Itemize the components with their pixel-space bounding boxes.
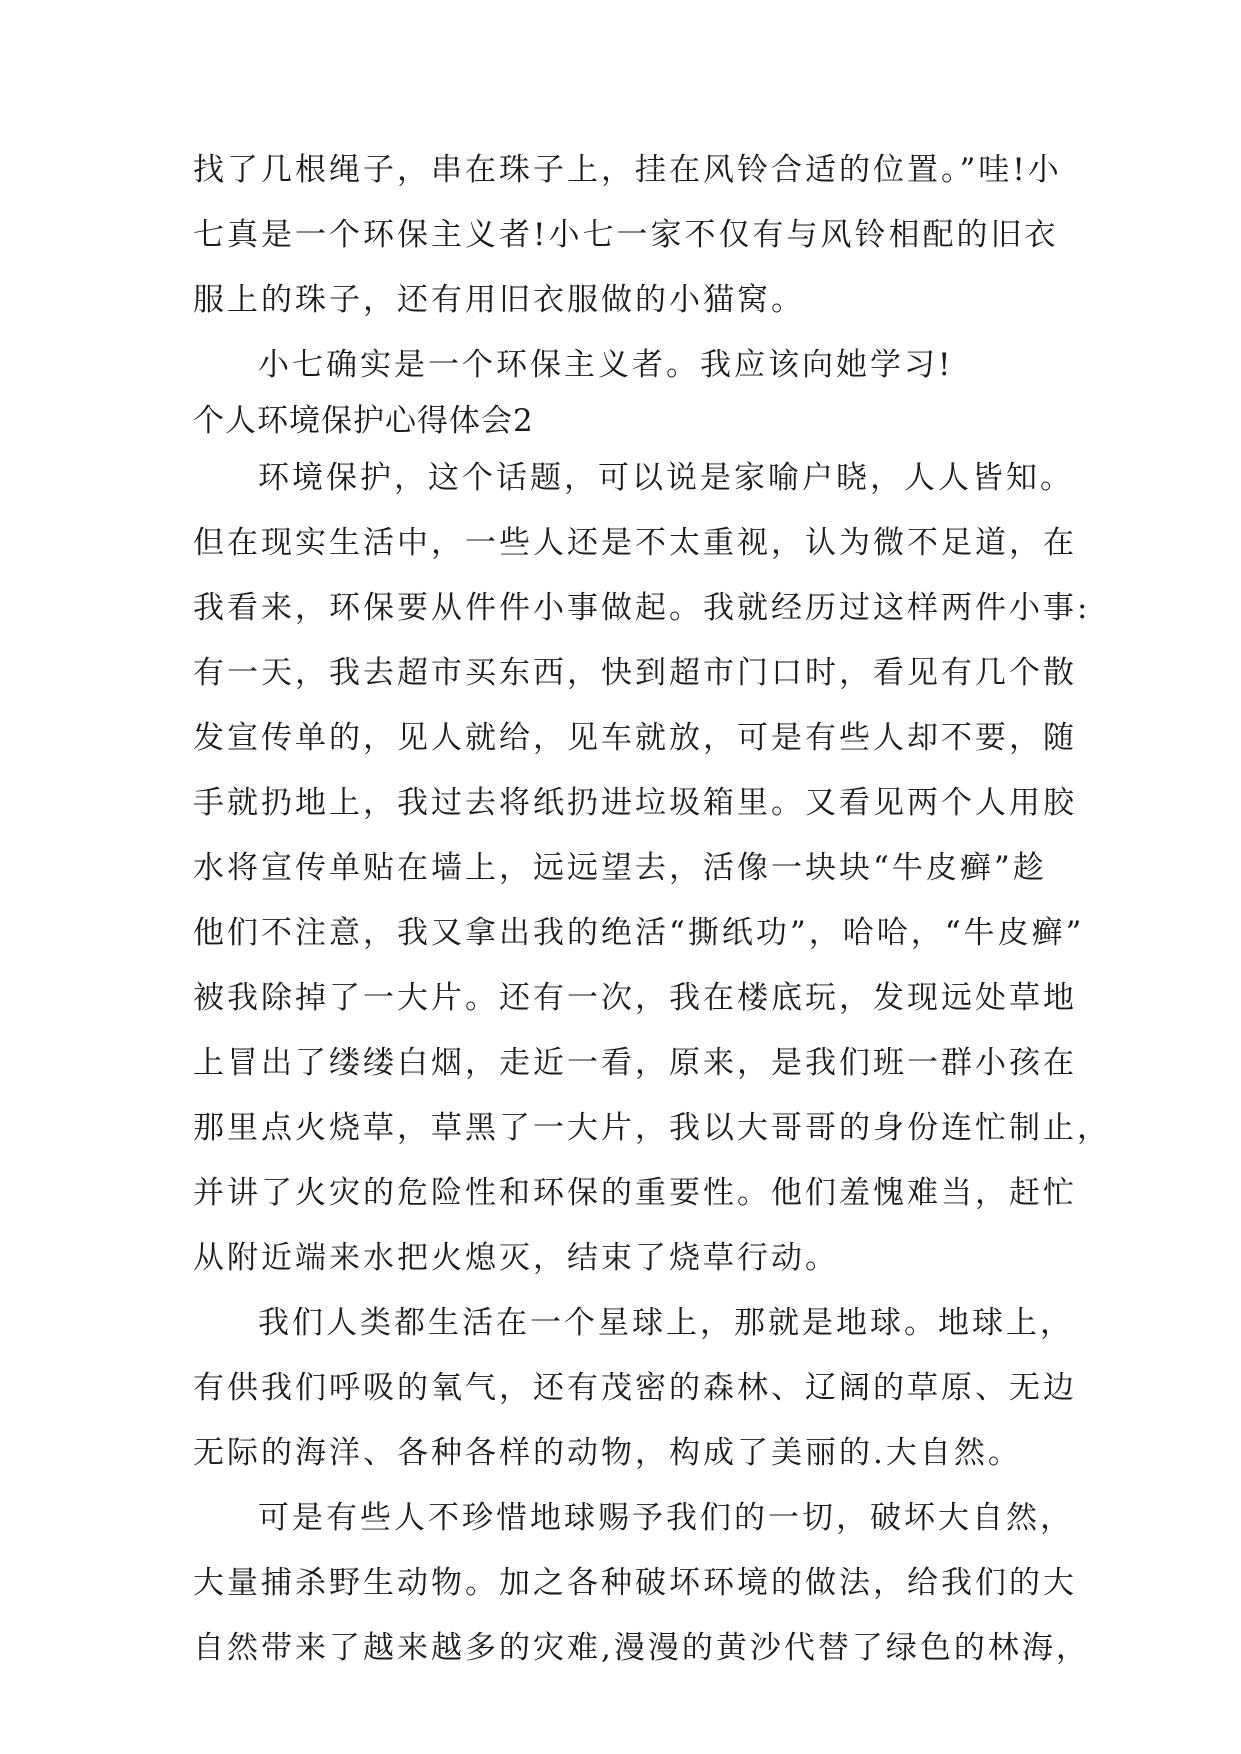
paragraph-line: 我们人类都生活在一个星球上，那就是地球。地球上， (258, 1305, 1074, 1341)
paragraph-line: 有一天，我去超市买东西，快到超市门口时，看见有几个散 (193, 655, 1077, 691)
paragraph-line: 手就扔地上，我过去将纸扔进垃圾箱里。又看见两个人用胶 (193, 785, 1077, 821)
paragraph-line: 但在现实生活中，一些人还是不太重视，认为微不足道，在 (193, 525, 1077, 561)
paragraph-line: 环境保护，这个话题，可以说是家喻户晓，人人皆知。 (258, 460, 1074, 496)
paragraph-line: 七真是一个环保主义者!小七一家不仅有与风铃相配的旧衣 (193, 217, 1059, 253)
paragraph-line: 小七确实是一个环保主义者。我应该向她学习! (258, 347, 954, 383)
paragraph-line: 并讲了火灾的危险性和环保的重要性。他们羞愧难当，赶忙 (193, 1175, 1077, 1211)
paragraph-line: 水将宣传单贴在墙上，远远望去，活像一块块“牛皮癣”趁 (193, 850, 1047, 886)
paragraph-line: 无际的海洋、各种各样的动物，构成了美丽的.大自然。 (193, 1435, 1022, 1471)
paragraph-line: 有供我们呼吸的氧气，还有茂密的森林、辽阔的草原、无边 (193, 1370, 1077, 1406)
paragraph-line: 可是有些人不珍惜地球赐予我们的一切，破坏大自然， (258, 1500, 1074, 1536)
paragraph-line: 被我除掉了一大片。还有一次，我在楼底玩，发现远处草地 (193, 980, 1077, 1016)
paragraph-line: 找了几根绳子，串在珠子上，挂在风铃合适的位置。”哇!小 (193, 152, 1062, 188)
paragraph-line: 那里点火烧草，草黑了一大片，我以大哥哥的身份连忙制止， (193, 1110, 1111, 1146)
paragraph-line: 服上的珠子，还有用旧衣服做的小猫窝。 (193, 282, 805, 318)
paragraph-line: 发宣传单的，见人就给，见车就放，可是有些人却不要，随 (193, 720, 1077, 756)
paragraph-line: 上冒出了缕缕白烟，走近一看，原来，是我们班一群小孩在 (193, 1045, 1077, 1081)
paragraph-line: 他们不注意，我又拿出我的绝活“撕纸功”，哈哈，“牛皮癣” (193, 915, 1085, 951)
paragraph-line: 自然带来了越来越多的灾难,漫漫的黄沙代替了绿色的林海， (193, 1630, 1090, 1666)
paragraph-line: 我看来，环保要从件件小事做起。我就经历过这样两件小事: (193, 590, 1091, 626)
section-heading: 个人环境保护心得体会2 (193, 403, 534, 439)
paragraph-line: 从附近端来水把火熄灭，结束了烧草行动。 (193, 1240, 839, 1276)
paragraph-line: 大量捕杀野生动物。加之各种破坏环境的做法，给我们的大 (193, 1565, 1077, 1601)
